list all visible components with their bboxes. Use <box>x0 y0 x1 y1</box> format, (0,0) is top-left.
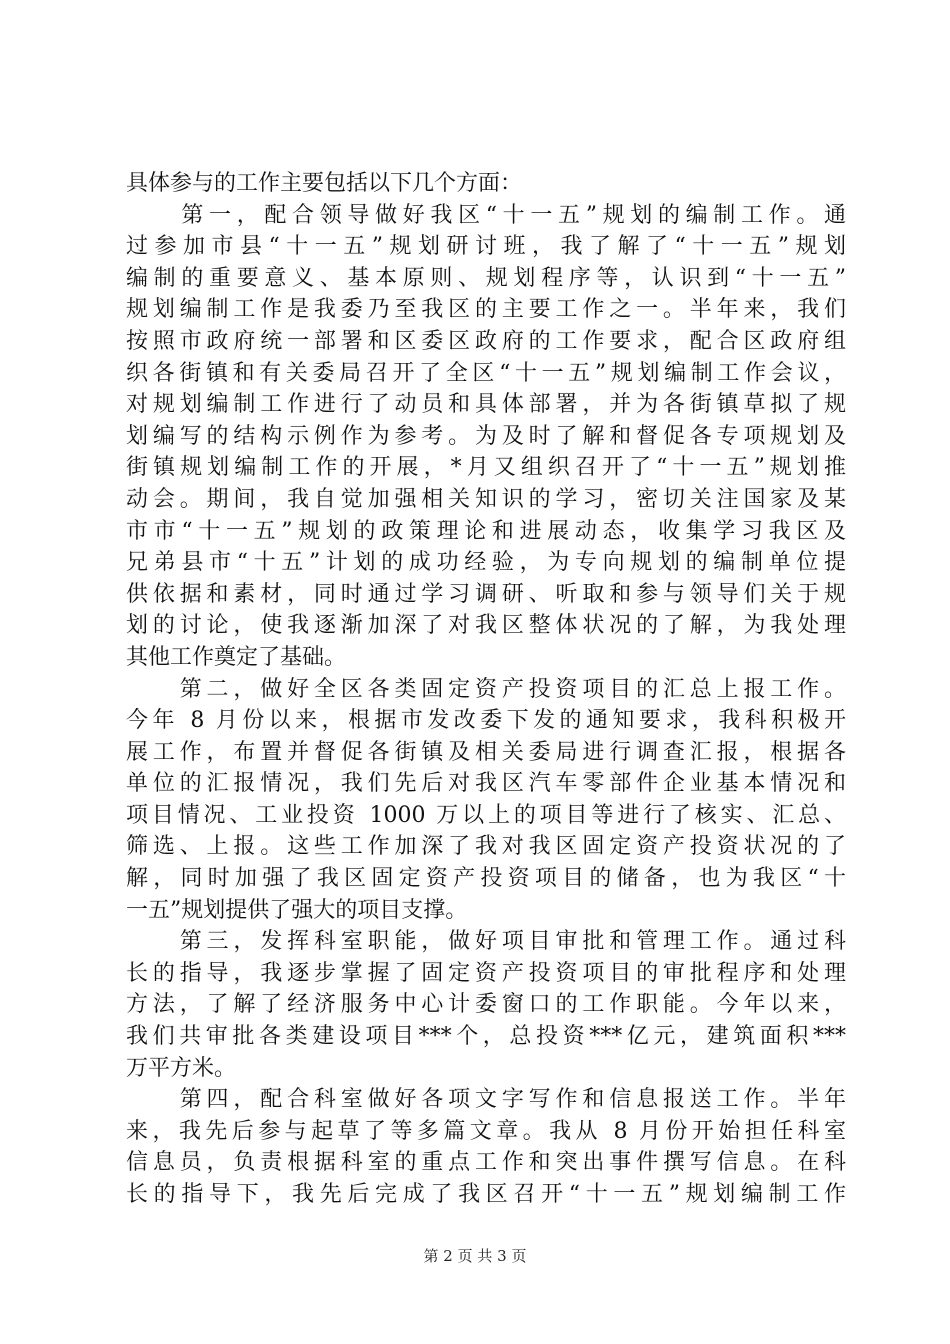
document-body <box>126 168 846 1211</box>
text-line: 我们共审批各类建设项目***个，总投资***亿元，建筑面积*** <box>126 1024 846 1050</box>
text-line: 对规划编制工作进行了动员和具体部署，并为各街镇草拟了规 <box>126 392 846 418</box>
text-line: 编制的重要意义、基本原则、规划程序等，认识到“十一五” <box>126 265 846 291</box>
page-footer: 第 2 页 共 3 页 <box>423 1247 527 1265</box>
text-line: 第一，配合领导做好我区“十一五”规划的编制工作。通 <box>126 202 846 228</box>
text-line: 按照市政府统一部署和区委区政府的工作要求，配合区政府组 <box>126 328 846 354</box>
text-line: 兄弟县市“十五”计划的成功经验，为专向规划的编制单位提 <box>126 550 846 576</box>
text-line: 规划编制工作是我委乃至我区的主要工作之一。半年来，我们 <box>126 297 846 323</box>
text-line: 街镇规划编制工作的开展，*月又组织召开了“十一五”规划推 <box>126 455 846 481</box>
text-line: 具体参与的工作主要包括以下几个方面： <box>126 171 523 196</box>
text-line: 展工作，布置并督促各街镇及相关委局进行调查汇报，根据各 <box>126 739 846 765</box>
text-line: 划的讨论，使我逐渐加深了对我区整体状况的了解，为我处理 <box>126 613 846 639</box>
text-line: 筛选、上报。这些工作加深了我对我区固定资产投资状况的了 <box>126 834 846 860</box>
text-line: 市市“十一五”规划的政策理论和进展动态，收集学习我区及 <box>126 518 846 544</box>
text-line: 过参加市县“十一五”规划研讨班，我了解了“十一五”规划 <box>126 234 846 260</box>
text-line: 项目情况、工业投资 1000 万以上的项目等进行了核实、汇总、 <box>126 802 846 828</box>
text-line: 单位的汇报情况，我们先后对我区汽车零部件企业基本情况和 <box>126 771 846 797</box>
text-line: 第四，配合科室做好各项文字写作和信息报送工作。半年 <box>126 1087 846 1113</box>
text-line: 信息员，负责根据科室的重点工作和突出事件撰写信息。在科 <box>126 1150 846 1176</box>
text-line: 来，我先后参与起草了等多篇文章。我从 8 月份开始担任科室 <box>126 1118 846 1144</box>
text-line: 其他工作奠定了基础。 <box>126 644 347 670</box>
text-line: 动会。期间，我自觉加强相关知识的学习，密切关注国家及某 <box>126 486 846 512</box>
text-line: 划编写的结构示例作为参考。为及时了解和督促各专项规划及 <box>126 423 846 449</box>
text-line: 供依据和素材，同时通过学习调研、听取和参与领导们关于规 <box>126 581 846 607</box>
text-line: 解，同时加强了我区固定资产投资项目的储备，也为我区“十 <box>126 866 846 892</box>
text-line: 长的指导下，我先后完成了我区召开“十一五”规划编制工作 <box>126 1182 846 1207</box>
text-line: 今年 8 月份以来，根据市发改委下发的通知要求，我科积极开 <box>126 708 846 734</box>
text-line: 第三，发挥科室职能，做好项目审批和管理工作。通过科 <box>126 929 846 955</box>
text-line: 织各街镇和有关委局召开了全区“十一五”规划编制工作会议， <box>126 360 846 386</box>
text-line: 长的指导，我逐步掌握了固定资产投资项目的审批程序和处理 <box>126 960 846 986</box>
text-line: 方法，了解了经济服务中心计委窗口的工作职能。今年以来， <box>126 992 846 1018</box>
text-line: 第二，做好全区各类固定资产投资项目的汇总上报工作。 <box>126 676 846 702</box>
text-line: 一五”规划提供了强大的项目支撑。 <box>126 897 468 923</box>
text-line: 万平方米。 <box>126 1055 237 1081</box>
